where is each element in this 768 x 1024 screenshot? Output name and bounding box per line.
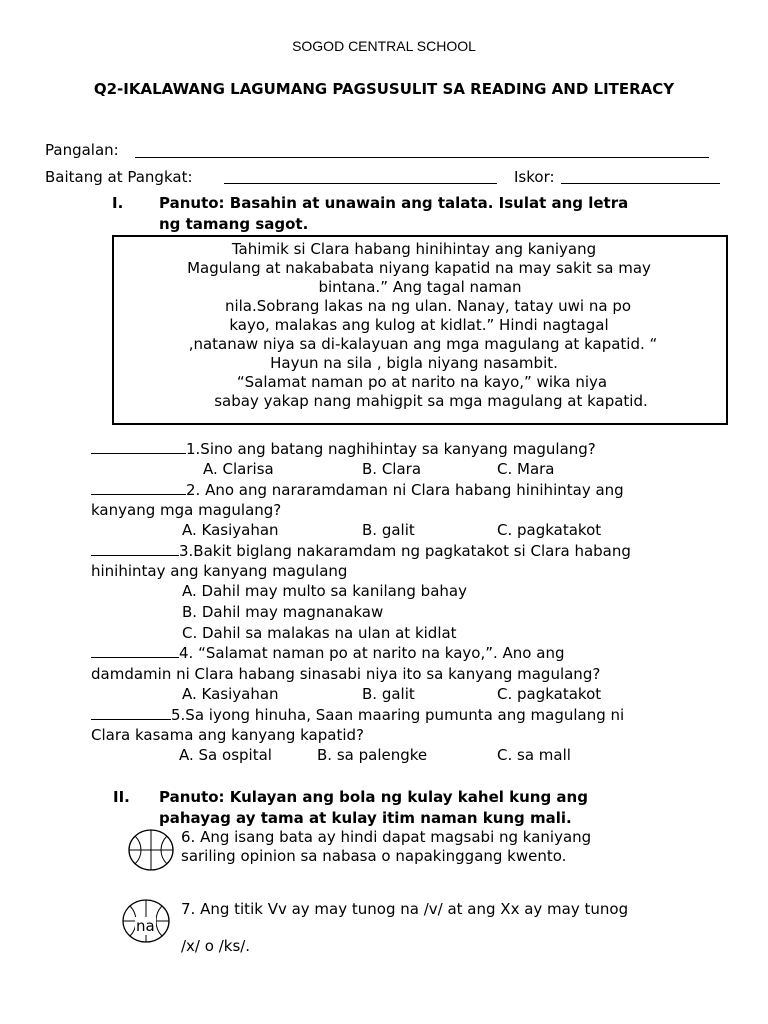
passage-line: kayo, malakas ang kulog at kidlat.” Hindi nagtagal bbox=[229, 316, 609, 334]
score-label: Iskor: bbox=[514, 168, 555, 186]
passage-line: “Salamat naman po at narito na kayo,” wika niya bbox=[236, 373, 608, 391]
q2-option-b: B. galit bbox=[362, 521, 415, 539]
passage-line: bintana.” Ang tagal naman bbox=[318, 278, 522, 296]
question-2-line2: kanyang mga magulang? bbox=[91, 501, 282, 519]
ball-overlap-text: na bbox=[136, 917, 155, 935]
part1-instruction-line1: Panuto: Basahin at unawain ang talata. Isulat ang letra bbox=[159, 194, 629, 212]
item-7-line2: /x/ o /ks/. bbox=[181, 937, 251, 955]
item-7-line1: 7. Ang titik Vv ay may tunog na /v/ at ang Xx ay may tunog bbox=[181, 900, 629, 918]
item-6-line2: sariling opinion sa nabasa o napakinggang kwento. bbox=[181, 847, 567, 865]
answer-blank-4[interactable] bbox=[91, 656, 179, 658]
question-4: 4. “Salamat naman po at narito na kayo,”. Ano ang bbox=[91, 644, 564, 662]
q4-option-c: C. pagkatakot bbox=[497, 685, 602, 703]
grade-section-field[interactable] bbox=[224, 183, 497, 184]
passage-line: Tahimik si Clara habang hinihintay ang kaniyang bbox=[231, 240, 597, 258]
part2-instruction-line2: pahayag ay tama at kulay itim naman kung mali. bbox=[159, 809, 572, 827]
question-2: 2. Ano ang nararamdaman ni Clara habang hinihintay ang bbox=[91, 481, 624, 499]
q3-option-c: C. Dahil sa malakas na ulan at kidlat bbox=[182, 624, 457, 642]
question-1: 1.Sino ang batang naghihintay sa kanyang magulang? bbox=[91, 440, 596, 458]
answer-blank-2[interactable] bbox=[91, 493, 186, 495]
answer-blank-1[interactable] bbox=[91, 452, 186, 454]
part2-instruction-line1: Panuto: Kulayan ang bola ng kulay kahel kung ang bbox=[159, 788, 588, 806]
question-5: 5.Sa iyong hinuha, Saan maaring pumunta ang magulang ni bbox=[91, 706, 624, 724]
name-field[interactable] bbox=[135, 157, 709, 158]
q2-option-c: C. pagkatakot bbox=[497, 521, 602, 539]
part1-instruction-line2: ng tamang sagot. bbox=[159, 215, 309, 233]
part1-number: I. bbox=[112, 194, 124, 212]
part2-number: II. bbox=[113, 788, 130, 806]
q5-option-b: B. sa palengke bbox=[317, 746, 428, 764]
q5-option-c: C. sa mall bbox=[497, 746, 571, 764]
q4-option-b: B. galit bbox=[362, 685, 415, 703]
name-label: Pangalan: bbox=[45, 141, 119, 159]
question-3-line2: hinihintay ang kanyang magulang bbox=[91, 562, 348, 580]
passage-line: sabay yakap nang mahigpit sa mga magulang at kapatid. bbox=[214, 392, 648, 410]
exam-title: Q2-IKALAWANG LAGUMANG PAGSUSULIT SA READING AND LITERACY bbox=[93, 80, 675, 98]
q5-option-a: A. Sa ospital bbox=[179, 746, 272, 764]
question-5-line2: Clara kasama ang kanyang kapatid? bbox=[91, 726, 364, 744]
q2-option-a: A. Kasiyahan bbox=[182, 521, 279, 539]
q4-option-a: A. Kasiyahan bbox=[182, 685, 279, 703]
reading-passage-box bbox=[112, 235, 728, 425]
grade-section-label: Baitang at Pangkat: bbox=[45, 168, 193, 186]
q3-option-a: A. Dahil may multo sa kanilang bahay bbox=[182, 582, 467, 600]
school-name: SOGOD CENTRAL SCHOOL bbox=[292, 38, 476, 54]
passage-line: Magulang at nakababata niyang kapatid na may sakit sa may bbox=[187, 259, 651, 277]
answer-blank-3[interactable] bbox=[91, 554, 179, 556]
q1-option-c: C. Mara bbox=[497, 460, 555, 478]
item-6-line1: 6. Ang isang bata ay hindi dapat magsabi ng kaniyang bbox=[181, 828, 592, 846]
question-3: 3.Bakit biglang nakaramdam ng pagkatakot si Clara habang bbox=[91, 542, 631, 560]
passage-line: Hayun na sila , bigla niyang nasambit. bbox=[270, 354, 558, 372]
q1-option-b: B. Clara bbox=[362, 460, 422, 478]
score-field[interactable] bbox=[561, 183, 720, 184]
passage-line: ,natanaw niya sa di-kalayuan ang mga magulang at kapatid. “ bbox=[188, 335, 658, 353]
q1-option-a: A. Clarisa bbox=[203, 460, 274, 478]
basketball-icon[interactable] bbox=[127, 828, 175, 872]
answer-blank-5[interactable] bbox=[91, 718, 171, 720]
question-4-line2: damdamin ni Clara habang sinasabi niya ito sa kanyang magulang? bbox=[91, 665, 601, 683]
q3-option-b: B. Dahil may magnanakaw bbox=[182, 603, 384, 621]
passage-line: nila.Sobrang lakas na ng ulan. Nanay, tatay uwi na po bbox=[224, 297, 632, 315]
